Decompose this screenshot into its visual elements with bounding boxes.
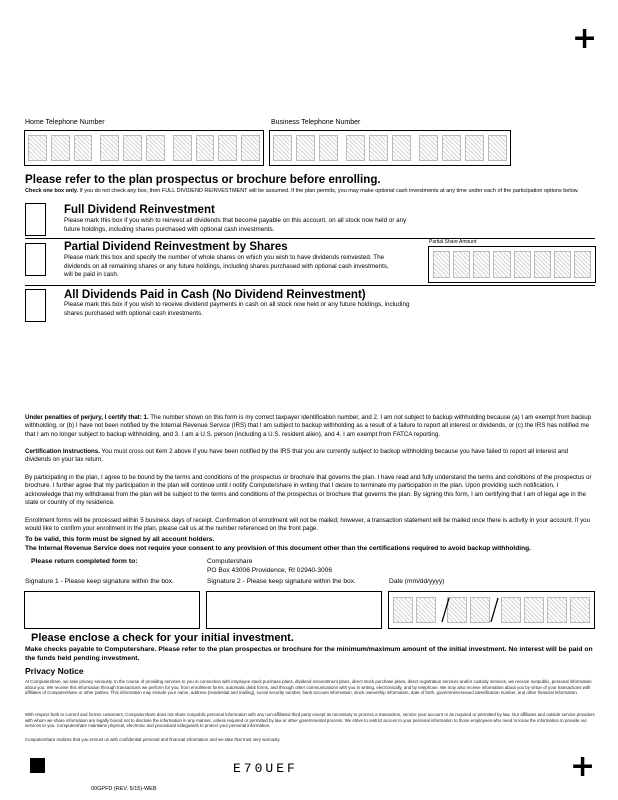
date-separators xyxy=(388,591,595,629)
business-phone-label: Business Telephone Number xyxy=(271,119,361,126)
prospectus-heading: Please refer to the plan prospectus or brochure before enrolling. xyxy=(25,173,381,186)
return-address: PO Box 43006 Providence, RI 02940-3006 xyxy=(207,567,332,574)
cash-dividends-title: All Dividends Paid in Cash (No Dividend Reinvestment) xyxy=(64,289,366,301)
certification-instructions xyxy=(25,448,595,465)
full-reinvestment-title: Full Dividend Reinvestment xyxy=(64,204,215,216)
cash-dividends-checkbox[interactable] xyxy=(25,289,46,322)
registration-mark-bottom: + xyxy=(570,749,596,784)
privacy-title: Privacy Notice xyxy=(25,666,84,676)
form-revision: 00GPFD (REV. 5/15)-WEB xyxy=(91,786,157,792)
privacy-paragraph-2: With respect both to current and former customers, Computershare does not share nonpublic personal information with any non-affiliated third party except as necessary to process a transaction, service your account or as required or permitted by law. Our affiliates and outside service providers with whom we share information are legally bound not to disclose the information in any manner, unless required or permitted by law or other governmental process. We strive to restrict access to your personal information to those employees who need to know the information to provide our services to you. Computershare maintains physical, electronic and procedural safeguards to protect your personal information. xyxy=(25,712,595,729)
partial-reinvestment-checkbox[interactable] xyxy=(25,243,46,276)
partial-reinvestment-title: Partial Dividend Reinvestment by Shares xyxy=(64,241,288,253)
enrollment-processing: Enrollment forms will be processed within 5 business days of receipt. Confirmation of enrollment will not be mailed; however, a transaction statement will be mailed once there is activity in your account. If you would like to confirm your enrollment in the plan, please call us at the number referenced on the front page. xyxy=(25,517,591,533)
signature-1-label: Signature 1 - Please keep signature within the box. xyxy=(25,578,174,585)
privacy-paragraph-3: Computershare realizes that you entrust us with confidential personal and financial information and we take that trust very seriously. xyxy=(25,737,281,742)
divider xyxy=(25,238,595,239)
check-heading: Please enclose a check for your initial investment. xyxy=(31,632,294,644)
date-slash-2 xyxy=(491,598,498,622)
privacy-paragraph-1: At Computershare, we take privacy seriously. In the course of providing services to you in connection with employee stock purchase plans, dividend reinvestment plans, direct stock purchase plans, direct registration services and/or custody services, we receive nonpublic, personal information about you. We receive this information through transactions we perform for you, from enrollment forms, automatic debit forms, and through other communications with you in writing, electronically, and by telephone. We may also receive information about you by virtue of your transactions with affiliates of Computershare or other parties. This information may include your name, address (residential and mailing), social security number, bank account information, stock ownership information, date of birth, government-issued identification number, and other financial information. xyxy=(25,679,592,696)
perjury-lead: Under penalties of perjury, I certify that: 1. xyxy=(25,414,149,421)
date-slash-1 xyxy=(442,598,449,622)
signed-note: To be valid, this form must be signed by all account holders. xyxy=(25,536,215,543)
perjury-text: The number shown on this form is my correct taxpayer identification number, and 2. I am not subject to backup withholding because (a) I am exempt from backup withholding, or (b) I have not been notified by the Internal Revenue Service (IRS) that I am subject to backup withholding as a result of a failure to report all interest or dividends, or (c) the IRS has notified me that I am no longer subject to backup withholding, and 3. I am a U.S. person (including a U.S. resident alien), and 4. I am exempt from FATCA reporting. xyxy=(25,414,592,438)
certification-text: You must cross out item 2 above if you have been notified by the IRS that you are currently subject to backup withholding because you have failed to report all interest and dividends on your tax return. xyxy=(25,448,569,464)
signature-2-box[interactable] xyxy=(206,591,382,629)
partial-reinvestment-desc: Please mark this box and specify the number of whole shares on which you wish to have dividends reinvested. The dividends on all remaining shares or any future holdings, including shares purchased with optional cash investments, will be paid in cash. xyxy=(64,254,389,278)
registration-square xyxy=(30,758,45,773)
check-one-instruction xyxy=(25,188,597,195)
irs-note: The Internal Revenue Service does not require your consent to any provision of this document other than the certifications required to avoid backup withholding. xyxy=(25,545,531,552)
partial-share-amount-label: Partial Share Amount xyxy=(429,239,477,245)
home-phone-field[interactable] xyxy=(24,130,264,166)
form-code: E70UEF xyxy=(233,761,298,776)
full-reinvestment-desc: Please mark this box if you wish to reinvest all dividends that become payable on this account, on all stock now held or any future holdings, including shares purchased with optional cash investments. xyxy=(64,217,407,233)
check-one-bold: Check one box only. xyxy=(25,188,79,194)
check-one-rest: If you do not check any box, then FULL DIVIDEND REINVESTMENT will be assumed. If the plan permits, you may make optional cash investments at any time under each of the participation options below. xyxy=(78,188,579,194)
full-reinvestment-checkbox[interactable] xyxy=(25,203,46,236)
check-instructions: Make checks payable to Computershare. Please refer to the plan prospectus or brochure for the minimum/maximum amount of the initial investment. No interest will be paid on the funds held pending investment. xyxy=(25,646,593,662)
certification-lead: Certification Instructions. xyxy=(25,448,100,455)
perjury-certification xyxy=(25,414,595,439)
cash-dividends-desc: Please mark this box if you wish to receive dividend payments in cash on all stock now held or any future holdings, including shares purchased with optional cash investments. xyxy=(64,301,410,317)
participation-terms: By participating in the plan, I agree to be bound by the terms and conditions of the prospectus or brochure that governs the plan. I have read and fully understand the terms and conditions of the prospectus or brochure. I further agree that my participation in the plan will continue until I notify Computershare in writing that I desire to terminate my participation in the plan. Upon providing such notification, I acknowledge that my withdrawal from the plan will be subject to the terms and conditions of the prospectus or brochure that governs the plan. By signing this form, I am certifying that I am of legal age in the state or country of my residence. xyxy=(25,474,592,507)
signature-2-label: Signature 2 - Please keep signature within the box. xyxy=(207,578,356,585)
signature-1-box[interactable] xyxy=(24,591,200,629)
return-company: Computershare xyxy=(207,558,253,565)
divider xyxy=(25,285,595,286)
registration-mark-top: + xyxy=(572,21,598,56)
business-phone-field[interactable] xyxy=(269,130,511,166)
return-label: Please return completed form to: xyxy=(31,558,138,565)
date-label: Date (mm/dd/yyyy) xyxy=(389,578,445,585)
home-phone-label: Home Telephone Number xyxy=(25,119,105,126)
partial-share-amount-field[interactable] xyxy=(428,246,596,283)
